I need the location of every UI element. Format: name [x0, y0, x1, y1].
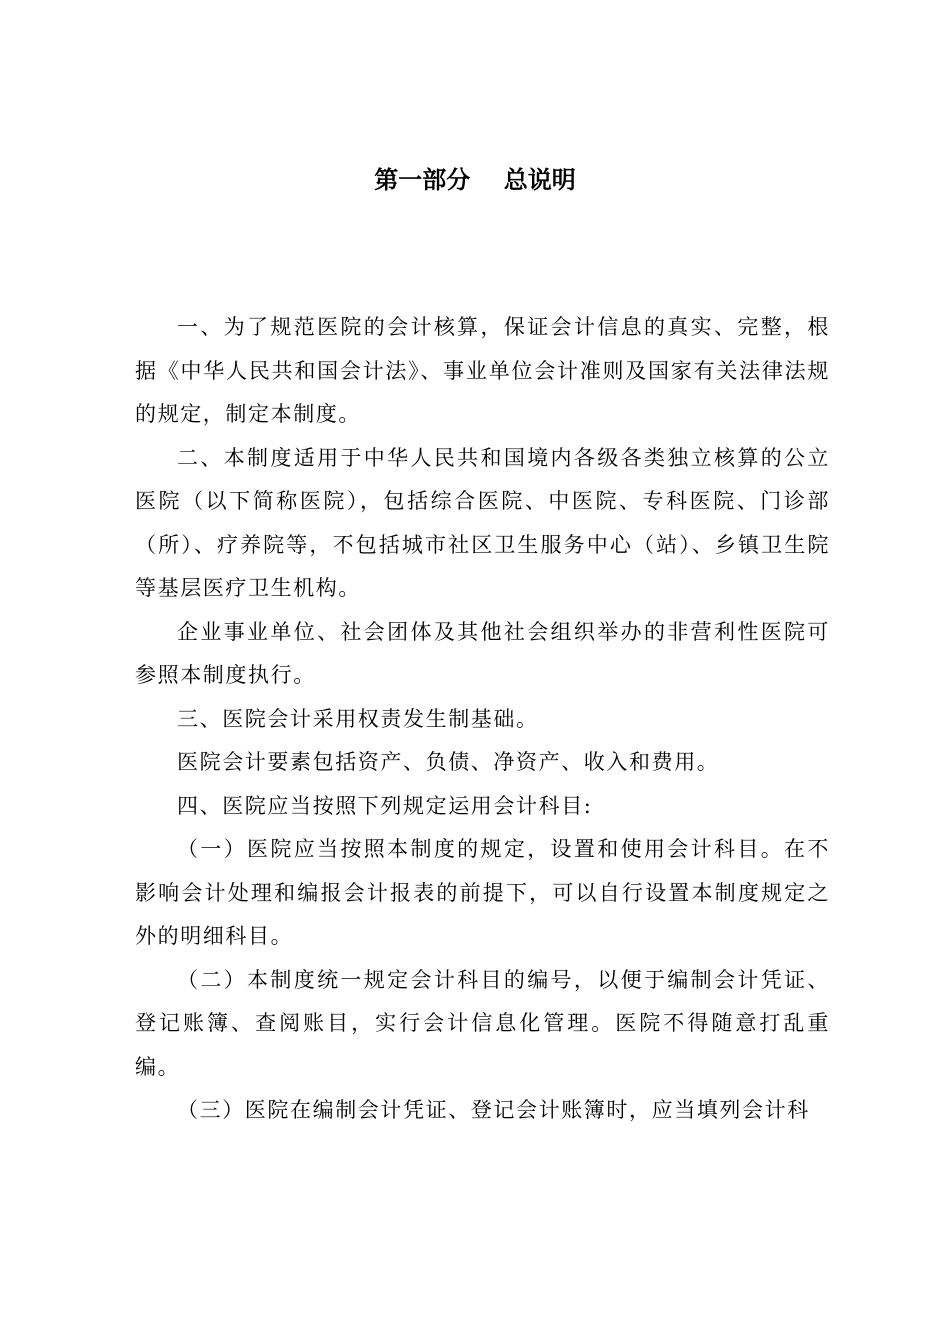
document-body [135, 306, 830, 1133]
paragraph-scope: 二、本制度适用于中华人民共和国境内各级各类独立核算的公立医院（以下简称医院），包括综合医院、中医院、专科医院、门诊部（所）、疗养院等，不包括城市社区卫生服务中心（站）、乡镇卫生院等基层医疗卫生机构。 [135, 445, 830, 600]
paragraph-account-rules: 四、医院应当按照下列规定运用会计科目: [177, 793, 593, 818]
paragraph-rule-2: （二）本制度统一规定会计科目的编号，以便于编制会计凭证、登记账簿、查阅账目，实行会计信息化管理。医院不得随意打乱重编。 [135, 967, 830, 1079]
paragraph-rule-3: （三）医院在编制会计凭证、登记会计账簿时，应当填列会计科 [177, 1098, 810, 1122]
paragraph-rule-1: （一）医院应当按照本制度的规定，设置和使用会计科目。在不影响会计处理和编报会计报表的前提下，可以自行设置本制度规定之外的明细科目。 [135, 837, 830, 948]
paragraph-reference: 企业事业单位、社会团体及其他社会组织举办的非营利性医院可参照本制度执行。 [135, 619, 830, 687]
paragraph-purpose: 一、为了规范医院的会计核算，保证会计信息的真实、完整，根据《中华人民共和国会计法》、事业单位会计准则及国家有关法律法规的规定，制定本制度。 [135, 315, 830, 426]
paragraph-accounting-elements: 医院会计要素包括资产、负债、净资产、收入和费用。 [177, 750, 720, 774]
paragraph-accrual-basis: 三、医院会计采用权责发生制基础。 [177, 706, 539, 731]
page-title: 第一部分 总说明 [374, 166, 576, 194]
